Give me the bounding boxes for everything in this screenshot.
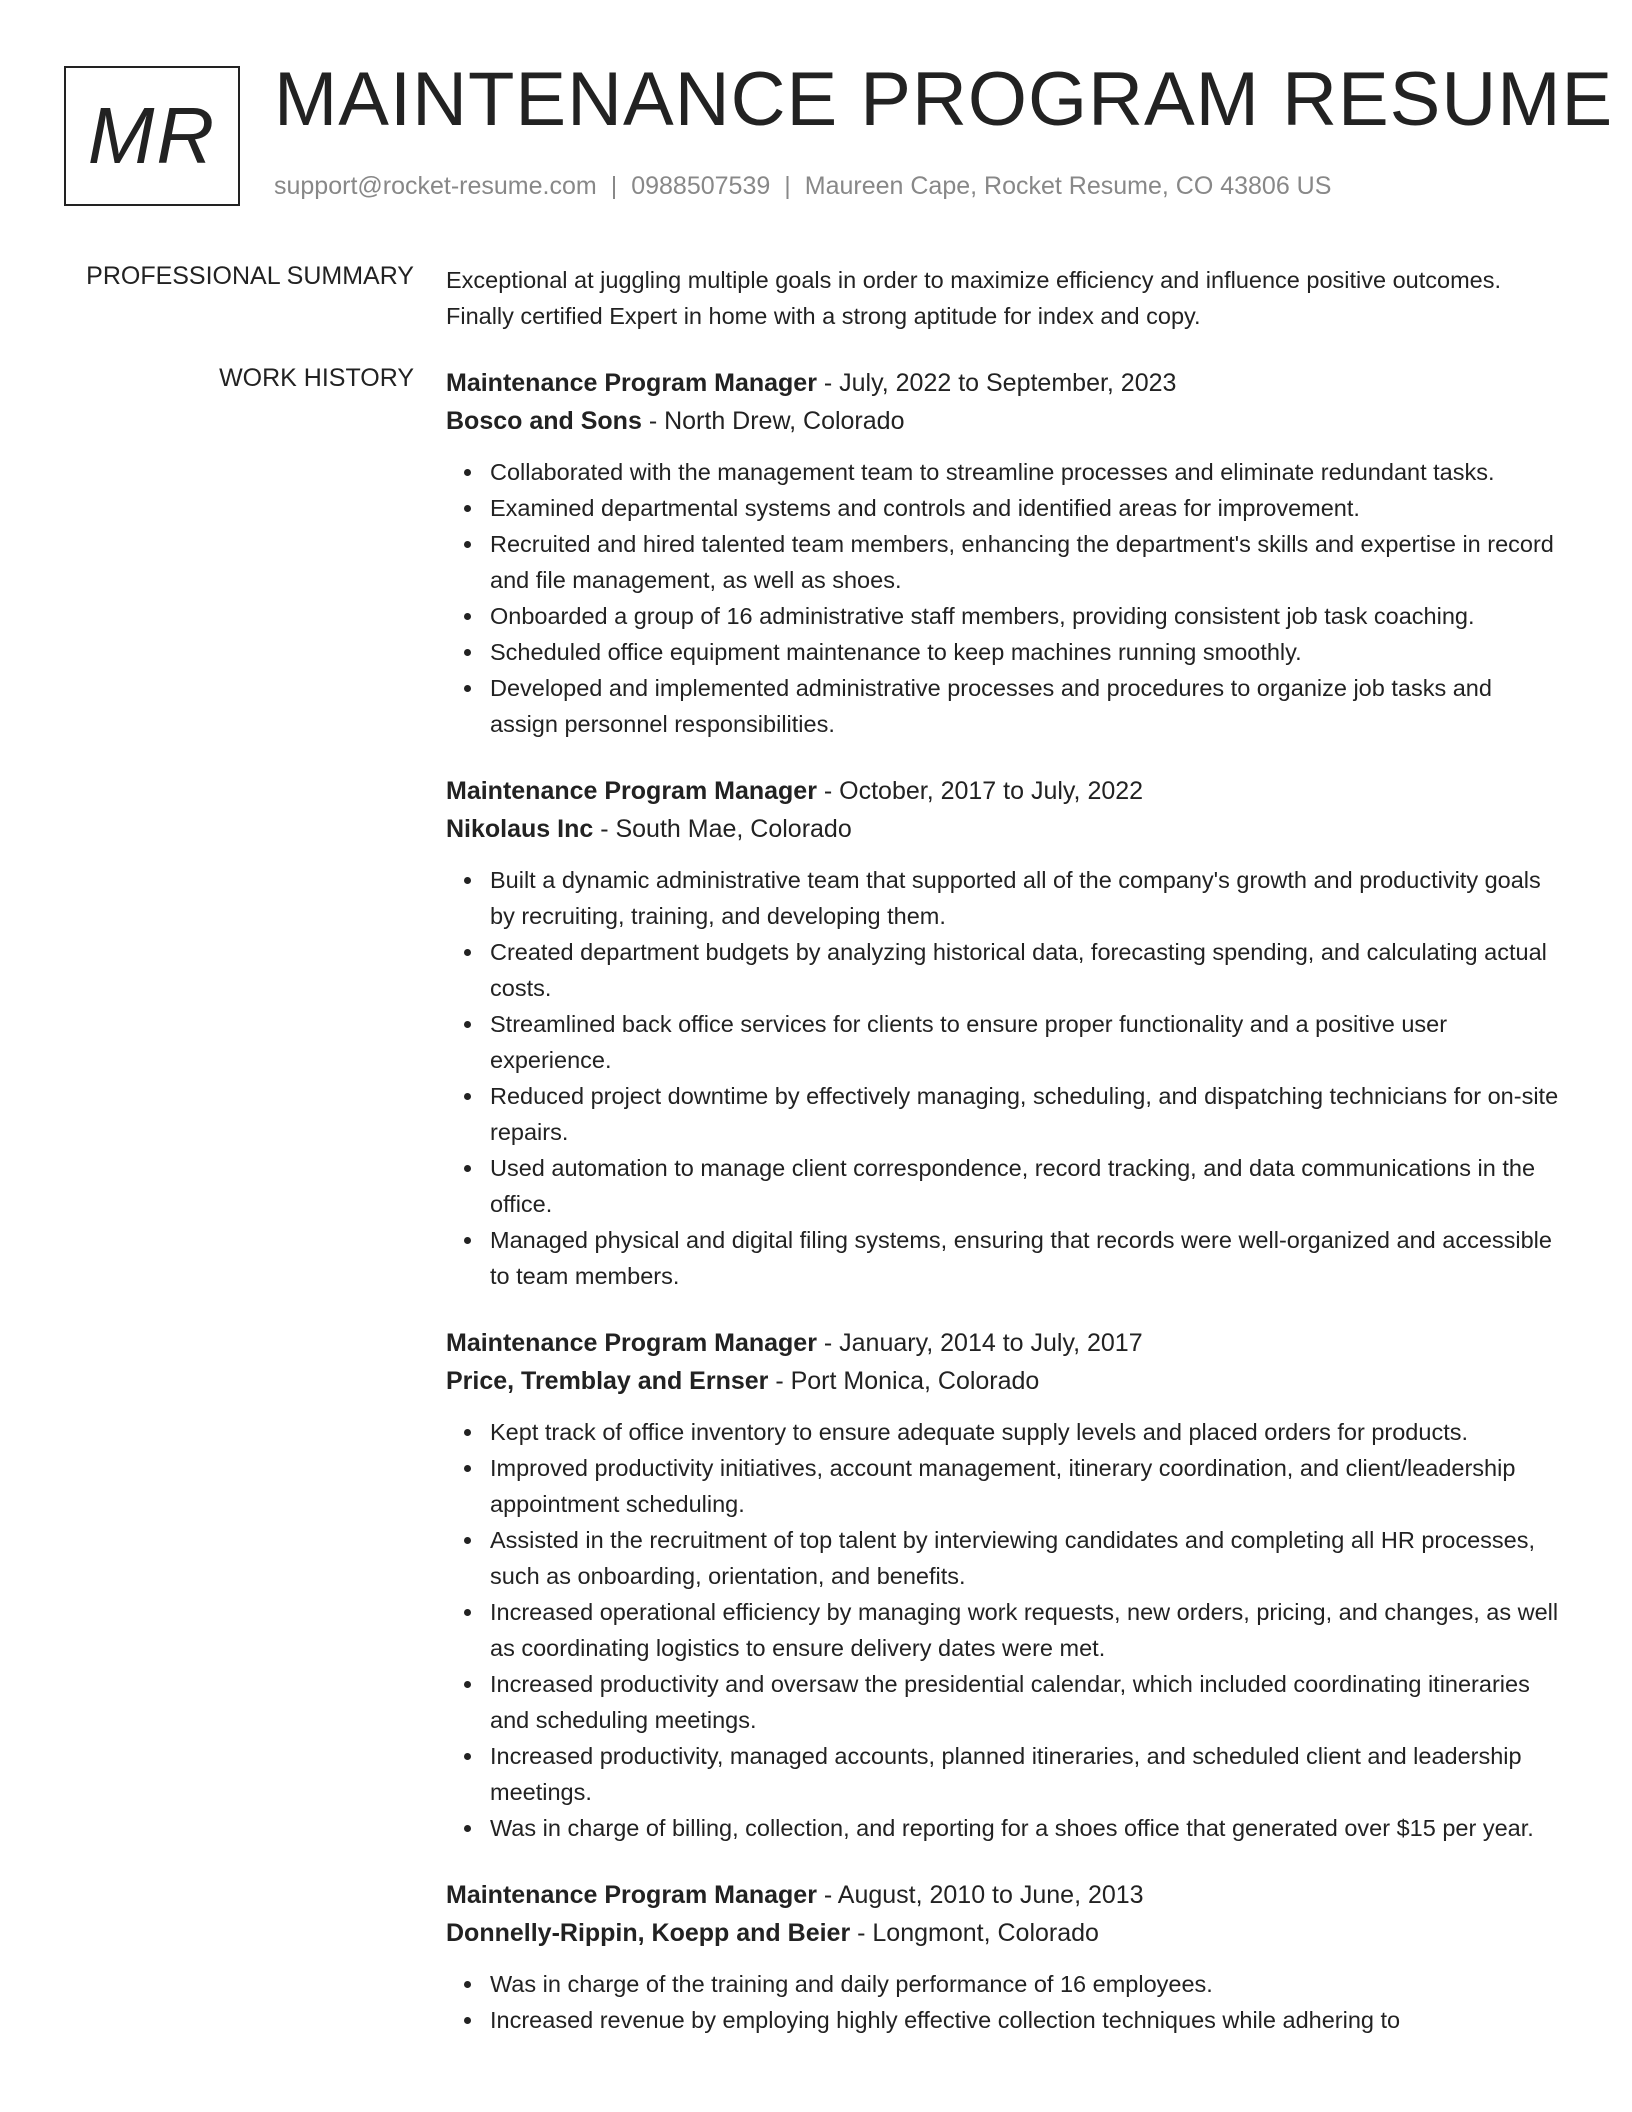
job-company: Nikolaus Inc [446,815,594,843]
job-company: Donnelly-Rippin, Koepp and Beier [446,1919,851,1947]
job-bullet-list [446,862,1566,1294]
job-bullet: Increased productivity and oversaw the presidential calendar, which included coordinating itineraries and scheduling meetings. [490,1666,1566,1738]
job-bullet: Examined departmental systems and controls and identified areas for improvement. [490,490,1566,526]
job-location: - Port Monica, Colorado [768,1367,1040,1395]
job-bullet-list [446,454,1566,742]
job-company-line [446,1914,1566,1952]
job-company-line [446,1362,1566,1400]
job-dates: - July, 2022 to September, 2023 [816,369,1177,397]
job-title: Maintenance Program Manager [446,369,817,397]
job-bullet: Increased productivity, managed accounts, planned itineraries, and scheduled client and leadership meetings. [490,1738,1566,1810]
summary-label: PROFESSIONAL SUMMARY [86,262,414,290]
job-title: Maintenance Program Manager [446,1881,817,1909]
job-bullet: Was in charge of the training and daily performance of 16 employees. [490,1966,1566,2002]
job-location: - North Drew, Colorado [641,407,905,435]
job-title: Maintenance Program Manager [446,777,817,805]
job-bullet: Onboarded a group of 16 administrative staff members, providing consistent job task coaching. [490,598,1566,634]
job-bullet: Created department budgets by analyzing historical data, forecasting spending, and calculating actual costs. [490,934,1566,1006]
job-bullet: Streamlined back office services for clients to ensure proper functionality and a positive user experience. [490,1006,1566,1078]
job-entry [446,772,1566,1294]
resume-title: MAINTENANCE PROGRAM RESUME [274,57,1614,142]
job-bullet-list [446,1966,1566,2038]
work-history-label: WORK HISTORY [219,364,414,392]
contact-address: Maureen Cape, Rocket Resume, CO 43806 US [804,172,1332,200]
job-bullet: Kept track of office inventory to ensure adequate supply levels and placed orders for products. [490,1414,1566,1450]
job-bullet: Recruited and hired talented team members, enhancing the department's skills and expertise in record and file management, as well as shoes. [490,526,1566,598]
job-title-line [446,1324,1566,1362]
job-bullet: Increased revenue by employing highly effective collection techniques while adhering to [490,2002,1566,2038]
job-bullet: Scheduled office equipment maintenance to keep machines running smoothly. [490,634,1566,670]
job-bullet-list [446,1414,1566,1846]
job-bullet: Was in charge of billing, collection, and reporting for a shoes office that generated over $15 per year. [490,1810,1566,1846]
job-title-line [446,364,1566,402]
monogram-box: MR [64,66,240,206]
contact-phone: 0988507539 [631,172,771,200]
job-bullet: Managed physical and digital filing systems, ensuring that records were well-organized and accessible to team members. [490,1222,1566,1294]
contact-separator: | [784,172,791,200]
job-title-line [446,772,1566,810]
job-company: Bosco and Sons [446,407,642,435]
job-entry [446,1876,1566,2038]
job-bullet: Increased operational efficiency by managing work requests, new orders, pricing, and changes, as well as coordinating logistics to ensure delivery dates were met. [490,1594,1566,1666]
job-bullet: Built a dynamic administrative team that supported all of the company's growth and productivity goals by recruiting, training, and developing them. [490,862,1566,934]
job-company-line [446,810,1566,848]
job-entry [446,364,1566,742]
job-title-line [446,1876,1566,1914]
job-dates: - October, 2017 to July, 2022 [816,777,1144,805]
job-bullet: Reduced project downtime by effectively managing, scheduling, and dispatching technicians for on-site repairs. [490,1078,1566,1150]
job-company-line [446,402,1566,440]
job-location: - Longmont, Colorado [850,1919,1099,1947]
job-bullet: Improved productivity initiatives, account management, itinerary coordination, and client/leadership appointment scheduling. [490,1450,1566,1522]
job-entry [446,1324,1566,1846]
job-location: - South Mae, Colorado [593,815,852,843]
job-bullet: Assisted in the recruitment of top talent by interviewing candidates and completing all HR processes, such as onboarding, orientation, and benefits. [490,1522,1566,1594]
work-history-body [446,364,1566,2068]
job-title: Maintenance Program Manager [446,1329,817,1357]
job-company: Price, Tremblay and Ernser [446,1367,769,1395]
summary-body [446,262,1566,334]
job-dates: - August, 2010 to June, 2013 [816,1881,1144,1909]
contact-separator: | [610,172,618,200]
contact-line [274,172,1331,201]
job-bullet: Used automation to manage client correspondence, record tracking, and data communications in the office. [490,1150,1566,1222]
job-dates: - January, 2014 to July, 2017 [816,1329,1143,1357]
contact-email: support@rocket-resume.com [274,172,597,200]
summary-text: Exceptional at juggling multiple goals in order to maximize efficiency and influence positive outcomes. Finally certified Expert in home with a strong aptitude for index and copy. [446,267,1502,329]
job-bullet: Developed and implemented administrative processes and procedures to organize job tasks and assign personnel responsibilities. [490,670,1566,742]
job-bullet: Collaborated with the management team to streamline processes and eliminate redundant tasks. [490,454,1566,490]
